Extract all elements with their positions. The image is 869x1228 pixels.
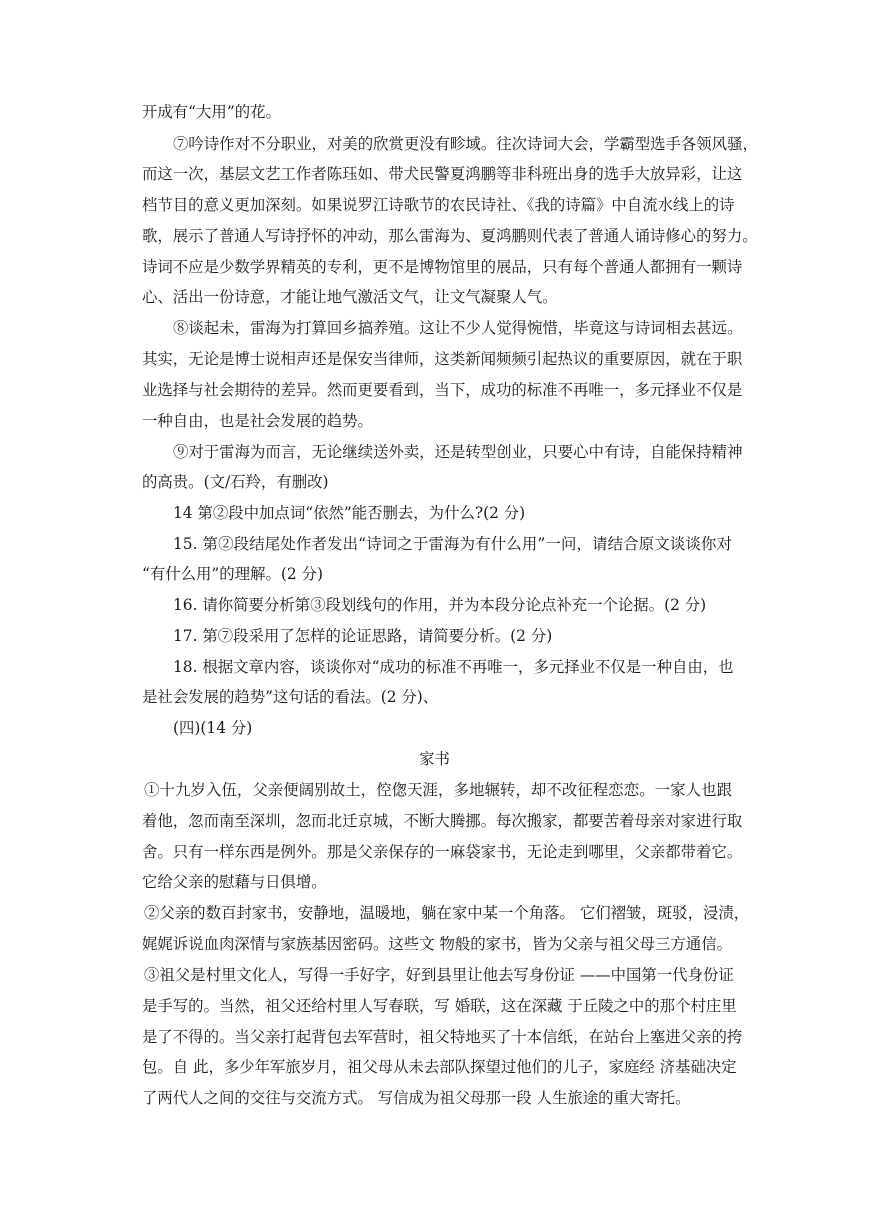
passage-title: 家书	[419, 750, 450, 768]
question-14: 14 第②段中加点词“依然”能否删去，为什么?(2 分)	[173, 504, 526, 522]
paragraph-8-line: 其实，无论是博士说相声还是保安当律师，这类新闻频频引起热议的重要原因，就在于职	[142, 350, 743, 368]
question-18-cont: 是社会发展的趋势”这句话的看法。(2 分)、	[142, 688, 439, 706]
question-18: 18. 根据文章内容，谈谈你对“成功的标准不再唯一，多元择业不仅是一种自由，也	[173, 658, 734, 676]
paragraph-7-line: 诗词不应是少数学界精英的专利，更不是博物馆里的展品，只有每个普通人都拥有一颗诗	[142, 258, 743, 276]
paragraph-7-line: 歌，展示了普通人写诗抒怀的冲动，那么雷海为、夏鸿鹏则代表了普通人诵诗修心的努力。	[142, 227, 758, 245]
passage-line: 舍。只有一样东西是例外。那是父亲保存的一麻袋家书，无论走到哪里，父亲都带着它。	[142, 843, 743, 861]
passage-line: 是了不得的。当父亲打起背包去军营时，祖父特地买了十本信纸，在站台上塞进父亲的挎	[142, 1028, 743, 1046]
paragraph-7-line: 而这一次，基层文艺工作者陈珏如、带犬民警夏鸿鹏等非科班出身的选手大放异彩，让这	[142, 165, 743, 183]
paragraph-8-line: 一种自由，也是社会发展的趋势。	[142, 412, 373, 430]
passage-line: 娓娓诉说血肉深情与家族基因密码。这些文 物般的家书，皆为父亲与祖父母三方通信。	[142, 935, 732, 953]
article-line: 开成有“大用”的花。	[142, 103, 281, 121]
passage-line: 是手写的。当然，祖父还给村里人写春联，写 婚联，这在深藏 于丘陵之中的那个村庄里	[142, 997, 737, 1015]
section-heading: (四)(14 分)	[173, 719, 253, 737]
passage-line: 着他，忽而南至深圳，忽而北迁京城，不断大腾挪。每次搬家，都要苦着母亲对家进行取	[142, 812, 743, 830]
passage-line: 它给父亲的慰藉与日俱增。	[142, 873, 327, 891]
paragraph-9-line: 的高贵。(文/石羚，有删改)	[142, 473, 329, 491]
passage-line: ①十九岁入伍，父亲便阔别故土，倥偬天涯，多地辗转，却不改征程恋恋。一家人也跟	[144, 781, 732, 799]
question-15-cont: “有什么用”的理解。(2 分)	[142, 565, 323, 583]
question-17: 17. 第⑦段采用了怎样的论证思路，请简要分析。(2 分)	[173, 627, 553, 645]
passage-line: ③祖父是村里文化人，写得一手好字，好到县里让他去写身份证 ——中国第一代身份证	[144, 966, 734, 984]
paragraph-8-line: ⑧谈起未，雷海为打算回乡搞养殖。这让不少人觉得惋惜，毕竟这与诗词相去甚远。	[173, 319, 743, 337]
paragraph-9-line: ⑨对于雷海为而言，无论继续送外卖，还是转型创业，只要心中有诗，自能保持精神	[173, 443, 743, 461]
question-16: 16. 请你简要分析第③段划线句的作用，并为本段分论点补充一个论据。(2 分)	[173, 596, 707, 614]
passage-line: ②父亲的数百封家书，安静地，温暖地，躺在家中某一个角落。 它们褶皱，斑驳，浸渍，	[144, 904, 750, 922]
passage-line: 包。自 此，多少年军旅岁月，祖父母从未去部队探望过他们的儿子，家庭经 济基础决定	[142, 1058, 737, 1076]
paragraph-8-line: 业选择与社会期待的差异。然而更要看到，当下，成功的标准不再唯一，多元择业不仅是	[142, 381, 743, 399]
paragraph-7-line: ⑦吟诗作对不分职业，对美的欣赏更没有畛域。往次诗词大会，学霸型选手各领风骚，	[173, 135, 758, 153]
passage-line: 了两代人之间的交往与交流方式。 写信成为祖父母那一段 人生旅途的重大寄托。	[142, 1089, 691, 1107]
question-15: 15. 第②段结尾处作者发出“诗词之于雷海为有什么用”一问，请结合原文谈谈你对	[173, 535, 732, 553]
paragraph-7-line: 档节目的意义更加深刻。如果说罗江诗歌节的农民诗社、《我的诗篇》中自流水线上的诗	[142, 196, 735, 214]
paragraph-7-line: 心、活出一份诗意，才能让地气激活文气，让文气凝聚人气。	[142, 288, 558, 306]
